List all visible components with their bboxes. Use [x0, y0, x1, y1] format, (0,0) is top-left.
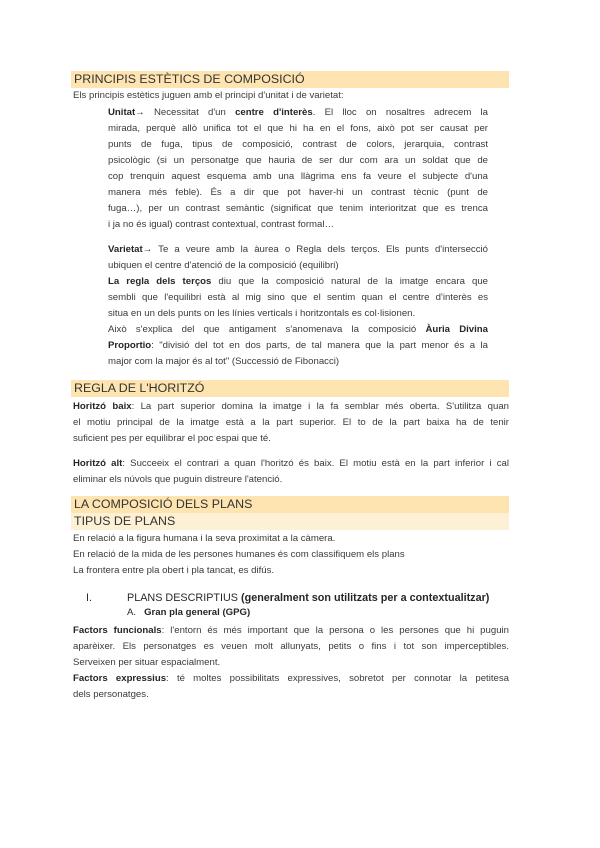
- unitat-line-3: punts de fuga, tipus de composició, contrast de colors, jerarquia, contrast: [108, 139, 488, 150]
- plans-line-1: En relació a la figura humana i la seva proximitat a la càmera.: [73, 533, 336, 544]
- varietat-line-2: ubiquen el centre d'atenció de la composició (equilibri): [108, 260, 339, 271]
- horitzo-alt-line-1: Horitzó alt: Succeeix el contrari a quan l'horitzó és baix. El motiu està en la part inferior i cal: [73, 458, 509, 469]
- horitzo-alt-line-2: eliminar els núvols que puguin distreure l'atenció.: [73, 474, 283, 485]
- horitzo-baix-line-2: el motiu principal de la imatge està a la part superior. El to de la part baixa ha de tenir: [73, 417, 509, 428]
- intro-text: Els principis estètics juguen amb el principi d'unitat i de varietat:: [73, 90, 344, 101]
- unitat-line-4: psicològic (si un personatge que hauria de ser dur com ara un soldat que de: [108, 155, 488, 166]
- funcionals-line-1: Factors funcionals: l'entorn és més important que la persona o les persones que hi puguin: [73, 625, 509, 636]
- sub-heading-tipus-plans: TIPUS DE PLANS: [71, 513, 509, 530]
- varietat-line-3: La regla dels terços diu que la composició natural de la imatge encara que: [108, 276, 488, 287]
- plans-line-3: La frontera entre pla obert i pla tancat, es difús.: [73, 565, 275, 576]
- horitzo-baix-line-3: suficient pes per equilibrar el poc espai que té.: [73, 433, 271, 444]
- roman-numeral: I.: [86, 592, 92, 604]
- expressius-line-2: dels personatges.: [73, 689, 149, 700]
- section-heading-principis: PRINCIPIS ESTÈTICS DE COMPOSICIÓ: [71, 71, 509, 88]
- unitat-line-7: fuga…), per un contrast semàntic (significat que tenim interioritzat que es trenca: [108, 203, 488, 214]
- plans-line-2: En relació de la mida de les persones humanes és com classifiquem els plans: [73, 549, 405, 560]
- section-heading-composicio-plans: LA COMPOSICIÓ DELS PLANS: [71, 496, 509, 513]
- expressius-line-1: Factors expressius: té moltes possibilitats expressives, sobretot per connotar la petitesa: [73, 673, 509, 684]
- funcionals-line-3: Serveixen per situar espacialment.: [73, 657, 221, 668]
- gran-pla-general-title: A. Gran pla general (GPG): [127, 607, 251, 618]
- unitat-line-2: mirada, perquè allò unifica tot el que hi ha en el fons, això pot ser causat per: [108, 123, 488, 134]
- varietat-line-4: sembli que l'equilibri està al mig sino que el sentim quan el centre d'interès es: [108, 292, 488, 303]
- varietat-line-7: Proportio: "divisió del tot en dos parts, de tal manera que la part menor és a la: [108, 340, 488, 351]
- varietat-line-5: situa en un dels punts on les línies verticals i horitzontals es col·lisionen.: [108, 308, 416, 319]
- section-heading-horitzo: REGLA DE L'HORITZÓ: [71, 380, 509, 397]
- unitat-line-8: i ja no és igual) contrast contextual, contrast formal…: [108, 219, 335, 230]
- unitat-line-1: Unitat→ Necessitat d'un centre d'interès. El lloc on nosaltres adrecem la: [108, 107, 488, 118]
- plans-descriptius-title: PLANS DESCRIPTIUS (generalment son utilitzats per a contextualitzar): [127, 592, 490, 604]
- varietat-line-6: Això s'explica del que antigament s'anomenava la composició Àuria Divina: [108, 324, 488, 335]
- horitzo-baix-line-1: Horitzó baix: La part superior domina la imatge i la fa semblar més oberta. S'utilitza quan: [73, 401, 509, 412]
- unitat-line-5: cop trenquin aquest esquema amb una llàgrima ens fa veure el subjecte d'una: [108, 171, 488, 182]
- varietat-line-1: Varietat→ Te a veure amb la àurea o Regla dels terços. Els punts d'intersecció: [108, 244, 488, 255]
- funcionals-line-2: aparèixer. Els personatges es veuen molt allunyats, petits o fins i tot son imperceptibles.: [73, 641, 509, 652]
- varietat-line-8: major com la major és al tot" (Successió de Fibonacci): [108, 356, 340, 367]
- unitat-line-6: manera més feble). És a dir que pot haver-hi un contrast tècnic (punt de: [108, 187, 488, 198]
